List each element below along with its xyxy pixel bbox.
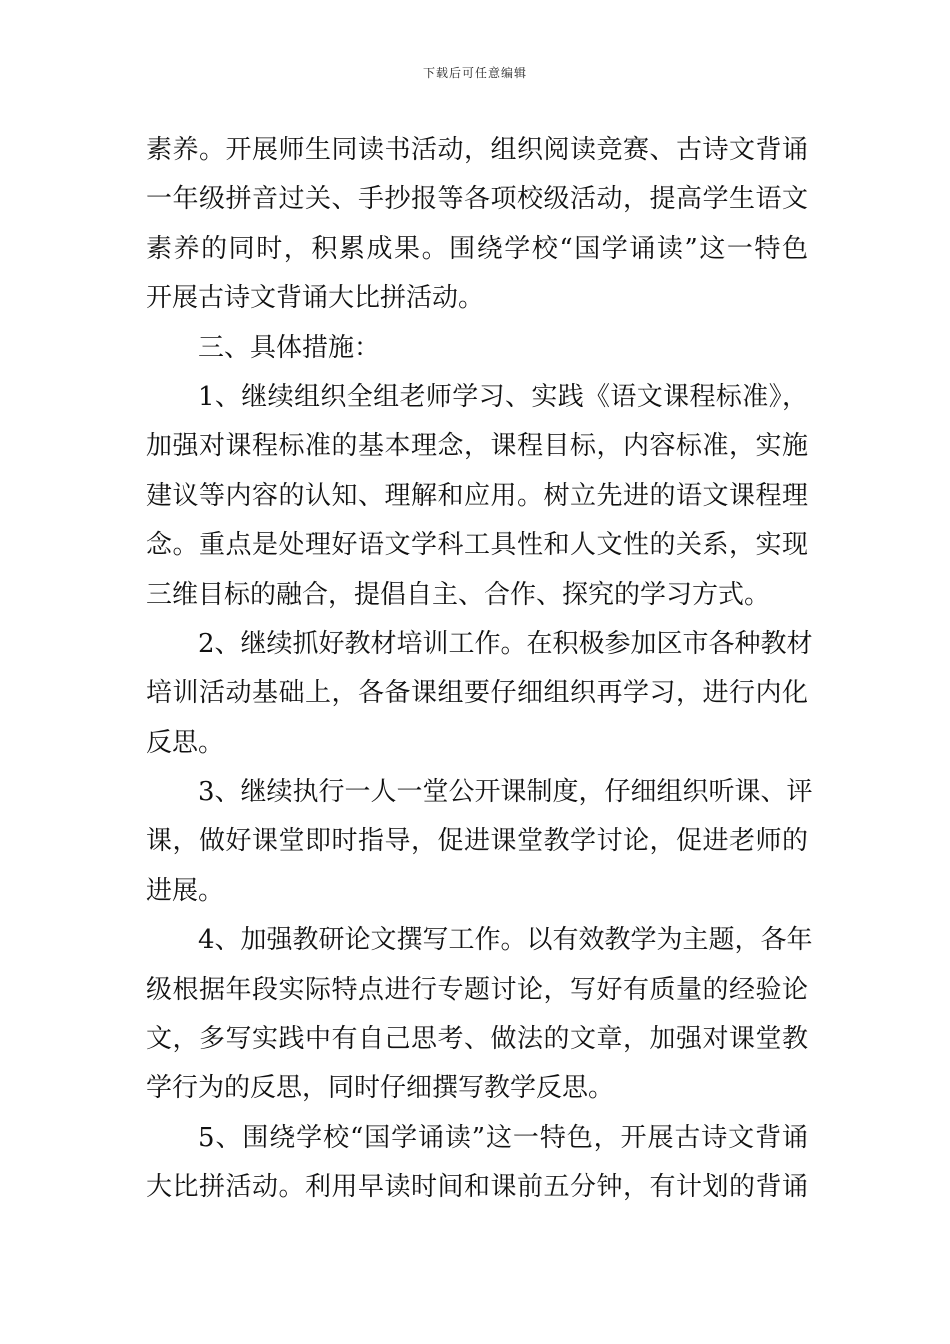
text-line: 1、继续组织全组老师学习、实践《语文课程标准》，	[198, 381, 808, 412]
text-line: 念。重点是处理好语文学科工具性和人文性的关系，实现	[146, 530, 808, 561]
text-line: 培训活动基础上，各备课组要仔细组织再学习，进行内化	[146, 678, 808, 709]
text-line: 文，多写实践中有自己思考、做法的文章，加强对课堂教	[146, 1024, 808, 1055]
text-line: 建议等内容的认知、理解和应用。树立先进的语文课程理	[146, 480, 808, 511]
text-line: 4、加强教研论文撰写工作。以有效教学为主题，各年	[198, 925, 813, 956]
text-line: 素养。开展师生同读书活动，组织阅读竞赛、古诗文背诵	[146, 135, 808, 165]
text-line: 素养的同时，积累成果。围绕学校“国学诵读”这一特色	[146, 233, 808, 264]
text-line: 3、继续执行一人一堂公开课制度，仔细组织听课、评	[198, 777, 813, 808]
text-line: 课，做好课堂即时指导，促进课堂教学讨论，促进老师的	[146, 826, 808, 857]
text-line: 大比拼活动。利用早读时间和课前五分钟，有计划的背诵	[146, 1172, 808, 1203]
document-body	[146, 126, 813, 1213]
text-line: 开展古诗文背诵大比拼活动。	[146, 283, 485, 314]
text-line: 2、继续抓好教材培训工作。在积极参加区市各种教材	[198, 628, 813, 659]
text-line: 级根据年段实际特点进行专题讨论，写好有质量的经验论	[146, 974, 808, 1005]
page-header: 下载后可任意编辑	[422, 66, 527, 80]
text-line: 加强对课程标准的基本理念，课程目标，内容标准，实施	[146, 431, 808, 462]
text-line: 一年级拼音过关、手抄报等各项校级活动，提高学生语文	[146, 184, 808, 215]
text-line: 三维目标的融合，提倡自主、合作、探究的学习方式。	[146, 579, 771, 610]
text-line: 5、围绕学校“国学诵读”这一特色，开展古诗文背诵	[198, 1122, 808, 1153]
text-line: 三、具体措施：	[198, 332, 381, 363]
text-line: 进展。	[146, 875, 225, 906]
text-line: 反思。	[146, 727, 225, 758]
text-line: 学行为的反思，同时仔细撰写教学反思。	[146, 1073, 615, 1104]
